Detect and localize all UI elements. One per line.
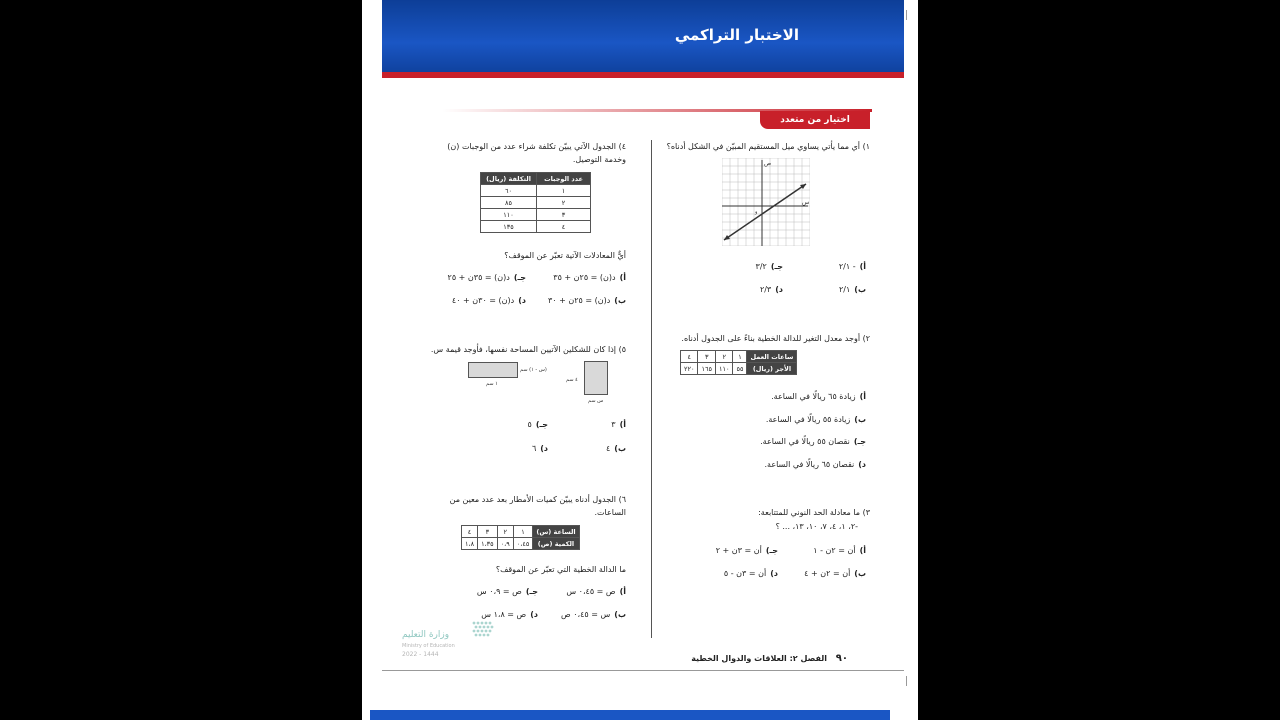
page-number: ٩٠ xyxy=(835,653,848,664)
q3-option-b[interactable] xyxy=(804,569,866,578)
option-letter: د) xyxy=(858,460,866,469)
column-divider xyxy=(651,140,652,638)
next-page-banner xyxy=(370,710,890,720)
q4-table xyxy=(480,172,591,233)
option-value: س = ٠،٤٥ ص xyxy=(561,610,611,619)
option-letter: أ) xyxy=(859,392,866,401)
option-letter: أ) xyxy=(619,420,626,429)
table-cell: ١،٨ xyxy=(462,538,478,550)
option-value: ص = ١،٨ س xyxy=(481,610,527,619)
option-letter: د) xyxy=(540,444,548,453)
option-letter: ب) xyxy=(854,285,866,294)
option-letter: ب) xyxy=(854,415,866,424)
q4-question: أيٌّ المعادلات الآتية تعبّر عن الموقف؟ xyxy=(504,251,626,260)
option-value: أن = ٣ن - ٥ xyxy=(723,569,767,578)
ministry-subtitle: Ministry of Education xyxy=(402,643,455,649)
option-value: - ٢/١ xyxy=(838,262,856,271)
crop-mark xyxy=(906,676,907,686)
q5-option-b[interactable] xyxy=(606,444,626,453)
option-letter: أ) xyxy=(619,273,626,282)
option-value: ٦ xyxy=(531,444,537,453)
table-row xyxy=(481,221,591,233)
table-row xyxy=(462,538,580,550)
y-axis-label: ص xyxy=(764,160,772,167)
option-letter: ب) xyxy=(854,569,866,578)
option-value: ص = ٠،٤٥ س xyxy=(566,587,616,596)
q2-table xyxy=(680,350,797,375)
q4-option-b[interactable] xyxy=(548,296,626,305)
table-cell: ٢ xyxy=(715,351,732,363)
q6-option-c[interactable] xyxy=(477,587,538,596)
chapter-title: الفصل ٢: العلاقات والدوال الخطية xyxy=(691,654,827,663)
q4-option-a[interactable] xyxy=(553,273,626,282)
rect1-side-label: ١ سم xyxy=(486,381,498,387)
option-letter: د) xyxy=(775,285,783,294)
q4-option-c[interactable] xyxy=(448,273,526,282)
option-value: ٢/١ xyxy=(839,285,851,294)
question-6-text: ٦) الجدول أدناه يبيّن كميات الأمطار بعد عدد معين من الساعات. xyxy=(449,495,626,517)
option-letter: جـ) xyxy=(535,420,548,429)
column-header: التكلفة (ريال) xyxy=(481,173,537,185)
table-cell: ٥٥ xyxy=(733,363,747,375)
ministry-name: وزارة التعليم xyxy=(402,630,450,640)
q5-option-a[interactable] xyxy=(611,420,626,429)
q6-option-b[interactable] xyxy=(561,610,626,619)
table-cell: ١ xyxy=(513,526,533,538)
q3-option-a[interactable] xyxy=(813,546,866,555)
option-value: د(ن) = ٢٥ن + ٣٠ xyxy=(547,296,611,305)
option-value: ٢/٣ xyxy=(759,285,772,294)
q1-option-b[interactable] xyxy=(839,285,866,294)
option-value: أن = ٣ن + ٢ xyxy=(715,546,762,555)
option-value: ٥ xyxy=(527,420,532,429)
q3-option-d[interactable] xyxy=(724,569,778,578)
rect1-top-label: (س - ١) سم xyxy=(520,367,547,373)
option-letter: د) xyxy=(530,610,538,619)
table-cell: ٣ xyxy=(698,351,715,363)
table-cell: ١،٣٥ xyxy=(478,538,498,550)
option-value: ٣ xyxy=(611,420,616,429)
row-header: الأجر (ريال) xyxy=(747,363,797,375)
table-row xyxy=(462,526,580,538)
q3-option-c[interactable] xyxy=(716,546,778,555)
option-letter: ب) xyxy=(614,610,626,619)
q6-table xyxy=(461,525,580,550)
table-cell: ٢ xyxy=(497,526,513,538)
q4-option-d[interactable] xyxy=(452,296,526,305)
title-banner xyxy=(382,0,904,78)
table-cell: ٠،٤٥ xyxy=(513,538,533,550)
table-cell: ٤ xyxy=(537,221,591,233)
section-label: اختيار من متعدد xyxy=(760,111,870,129)
table-cell: ١٣٥ xyxy=(481,221,537,233)
option-value: ٣/٢ xyxy=(755,262,767,271)
table-cell: ١١٠ xyxy=(715,363,732,375)
question-4-text: ٤) الجدول الآتي يبيّن تكلفة شراء عدد من الوجبات (ن) وخدمة التوصيل. xyxy=(447,142,626,164)
footer-divider xyxy=(382,670,904,671)
graphed-line xyxy=(724,184,806,240)
q1-option-c[interactable] xyxy=(756,262,783,271)
rectangle-wide xyxy=(468,362,518,378)
x-axis-label: س xyxy=(802,199,810,206)
q2-option-c[interactable] xyxy=(760,437,866,446)
q6-question: ما الدالة الخطية التي تعبّر عن الموقف؟ xyxy=(495,565,626,574)
q2-option-d[interactable] xyxy=(765,460,867,469)
rect2-side-label: ٤ سم xyxy=(566,377,578,383)
row-header: الساعة (س) xyxy=(533,526,579,538)
option-value: نقصان ٥٥ ريالًا في الساعة. xyxy=(760,437,850,446)
option-letter: أ) xyxy=(859,262,866,271)
option-letter: جـ) xyxy=(513,273,526,282)
table-cell: ٢٢٠ xyxy=(681,363,698,375)
table-cell: ٠،٩ xyxy=(497,538,513,550)
q3-sequence: -٢، ١، ٤، ٧، ١٠، ١٣، ... ؟ xyxy=(775,522,858,531)
question-3-text: ٣) ما معادلة الحد النوني للمتتابعة: xyxy=(758,508,870,517)
row-header: الكمية (ص) xyxy=(533,538,579,550)
table-cell: ٣ xyxy=(478,526,498,538)
table-cell: ٨٥ xyxy=(481,197,537,209)
option-value: أن = ٢ن - ١ xyxy=(813,546,856,555)
table-cell: ٦٠ xyxy=(481,185,537,197)
option-letter: أ) xyxy=(619,587,626,596)
q2-option-b[interactable] xyxy=(766,415,866,424)
q1-option-a[interactable] xyxy=(839,262,866,271)
option-value: نقصان ٦٥ ريالًا في الساعة. xyxy=(764,460,855,469)
q5-option-d[interactable] xyxy=(532,444,548,453)
option-value: زيادة ٦٥ ريالًا في الساعة. xyxy=(771,392,856,401)
q6-option-a[interactable] xyxy=(566,587,626,596)
rectangle-tall xyxy=(584,361,608,395)
table-cell: ١٦٥ xyxy=(698,363,715,375)
row-header: ساعات العمل xyxy=(747,351,797,363)
table-row xyxy=(481,209,591,221)
ministry-year: 2022 - 1444 xyxy=(402,651,439,658)
option-value: د(ن) = ٣٠ن + ٤٠ xyxy=(451,296,515,305)
option-letter: جـ) xyxy=(770,262,783,271)
option-letter: ب) xyxy=(614,296,626,305)
table-row xyxy=(681,363,797,375)
option-value: ٤ xyxy=(606,444,611,453)
table-row xyxy=(481,185,591,197)
option-letter: جـ) xyxy=(525,587,538,596)
coordinate-grid xyxy=(722,158,810,246)
option-value: د(ن) = ٣٥ن + ٢٥ xyxy=(447,273,510,282)
table-cell: ٣ xyxy=(537,209,591,221)
question-2-text: ٢) أوجد معدل التغير للدالة الخطية بناءً على الجدول أدناه. xyxy=(681,334,870,343)
option-letter: د) xyxy=(770,569,778,578)
table-row xyxy=(681,351,797,363)
table-header-row xyxy=(481,173,591,185)
table-cell: ٤ xyxy=(462,526,478,538)
option-letter: د) xyxy=(518,296,526,305)
table-cell: ١ xyxy=(537,185,591,197)
table-cell: ٤ xyxy=(681,351,698,363)
origin-label: و xyxy=(755,209,758,215)
table-row xyxy=(481,197,591,209)
option-letter: ب) xyxy=(614,444,626,453)
option-letter: جـ) xyxy=(765,546,778,555)
option-value: د(ن) = ٢٥ن + ٣٥ xyxy=(553,273,616,282)
option-letter: جـ) xyxy=(853,437,866,446)
page-footer xyxy=(691,653,848,664)
q2-option-a[interactable] xyxy=(771,392,866,401)
question-5-text: ٥) إذا كان للشكلين الآتيين المساحة نفسها، فأوجد قيمة س. xyxy=(430,345,626,354)
table-cell: ١ xyxy=(733,351,747,363)
option-value: أن = ٢ن + ٤ xyxy=(804,569,851,578)
option-letter: أ) xyxy=(859,546,866,555)
option-value: ص = ٠،٩ س xyxy=(476,587,522,596)
q5-option-c[interactable] xyxy=(528,420,548,429)
table-cell: ١١٠ xyxy=(481,209,537,221)
q1-option-d[interactable] xyxy=(760,285,783,294)
textbook-page xyxy=(362,0,918,720)
question-1-text: ١) أي مما يأتي يساوي ميل المستقيم المبيّن في الشكل أدناه؟ xyxy=(666,142,870,151)
crop-mark xyxy=(906,10,907,20)
option-value: زيادة ٥٥ ريالًا في الساعة. xyxy=(765,415,851,424)
column-header: عدد الوجبات xyxy=(537,173,591,185)
page-title: الاختبار التراكمي xyxy=(674,26,799,44)
table-cell: ٢ xyxy=(537,197,591,209)
rect2-bottom-label: س سم xyxy=(588,398,604,404)
